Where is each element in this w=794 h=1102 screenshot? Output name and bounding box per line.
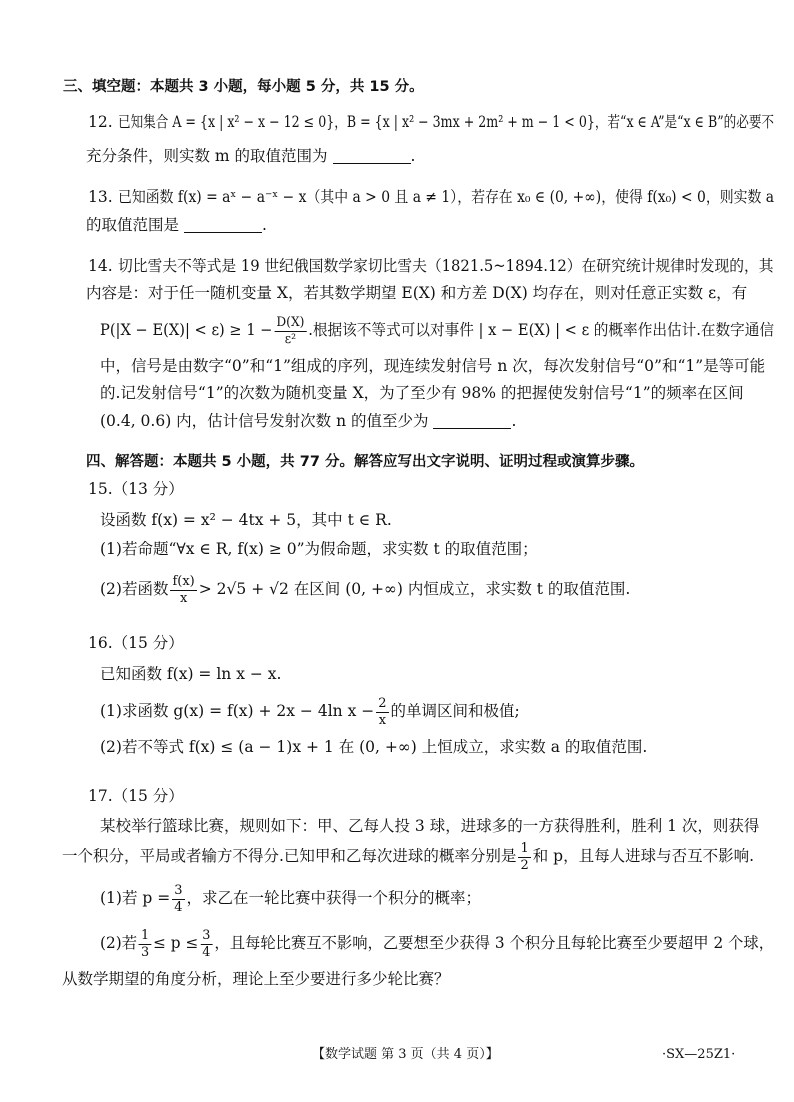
q17-number: 17.（15 分）: [88, 787, 184, 805]
q14-number: 14.: [88, 257, 113, 275]
section-3-heading: 三、填空题：本题共 3 小题，每小题 5 分，共 15 分。: [63, 79, 424, 95]
q17-range-low: [139, 928, 151, 961]
q13-number: 13.: [88, 188, 113, 206]
q16-number: 16.（15 分）: [88, 634, 184, 652]
q16-frac-den: x: [378, 712, 387, 728]
q17-p-den: 4: [174, 899, 183, 915]
q14-frac-den: ε²: [284, 331, 297, 347]
q17-range-high: [200, 928, 212, 961]
q14-line3-a: P(|X − E(X)| < ε) ≥ 1 −: [100, 321, 273, 339]
q15-fraction: [170, 574, 196, 607]
q14-line3: [100, 313, 774, 348]
q14-line6-end: .: [511, 412, 517, 430]
q17-half-num: 1: [520, 840, 529, 856]
q15-number: 15.（13 分）: [88, 480, 184, 498]
q17-line2-a: 一个积分，平局或者输方不得分.已知甲和乙每次进球的概率分别是: [62, 847, 517, 865]
q16-frac-num: 2: [378, 695, 387, 711]
q16-fraction: [376, 696, 388, 729]
q12-answer-blank: [333, 149, 411, 164]
q14-line1: 切比雪夫不等式是 19 世纪俄国数学家切比雪夫（1821.5~1894.12）在研究统计规律时发现的，其: [118, 257, 774, 275]
q12-number: 12.: [88, 113, 113, 131]
q17-part2: [100, 925, 774, 961]
q14-line6-text: (0.4, 0.6) 内，估计信号发射次数 n 的值至少为: [100, 412, 429, 430]
q16-part1-b: 的单调区间和极值;: [390, 702, 520, 720]
q17-high-num: 3: [202, 927, 211, 943]
q15-part2: [100, 571, 630, 607]
q15-stem: 设函数 f(x) = x² − 4tx + 5，其中 t ∈ R.: [100, 511, 392, 529]
q15-frac-num: f(x): [172, 573, 195, 589]
q14-line2: 内容是：对于任一随机变量 X，若其数学期望 E(X) 和方差 D(X) 均存在，则对任意正实数 ε，有: [86, 284, 748, 302]
q17-p-num: 3: [174, 882, 183, 898]
q16-part1: [100, 693, 520, 729]
q17-part2-a: (2)若: [100, 934, 138, 952]
q14-frac-num: D(X): [276, 314, 305, 330]
q17-part1: [100, 880, 481, 916]
q17-part1-b: ，求乙在一轮比赛中获得一个积分的概率；: [186, 889, 482, 907]
q17-p-fraction: [172, 883, 184, 916]
q12-line2: [86, 145, 415, 167]
q14-answer-blank: [433, 414, 511, 429]
q13-line2-end: .: [261, 216, 267, 234]
q17-line1: 某校举行篮球比赛，规则如下：甲、乙每人投 3 球，进球多的一方获得胜利，胜利 1 次，则获得: [100, 817, 760, 835]
q17-part2-c: 从数学期望的角度分析，理论上至少要进行多少轮比赛？: [62, 970, 450, 988]
q12-line2-text: 充分条件，则实数 m 的取值范围为: [86, 147, 328, 165]
q14-fraction: [274, 315, 306, 348]
q13-line2-text: 的取值范围是: [86, 216, 180, 234]
q16-part2: (2)若不等式 f(x) ≤ (a − 1)x + 1 在 (0, +∞) 上恒成立，求实数 a 的取值范围.: [100, 738, 648, 756]
q12-line2-end: .: [410, 147, 416, 165]
q13-line1: 已知函数 f(x) = aˣ − a⁻ˣ − x（其中 a > 0 且 a ≠ 1），若存在 x₀ ∈ (0, +∞)，使得 f(x₀) < 0，则实数 a: [118, 188, 775, 206]
q14-line5: 的.记发射信号“1”的次数为随机变量 X，为了至少有 98% 的把握使发射信号“1”的频率在区间: [100, 384, 744, 402]
q17-part2-b: ，且每轮比赛互不影响，乙要想至少获得 3 个积分且每轮比赛至少要超甲 2 个球，: [214, 934, 775, 952]
q15-part1: (1)若命题“∀x ∈ R, f(x) ≥ 0”为假命题，求实数 t 的取值范围；: [100, 540, 538, 558]
q17-low-den: 3: [140, 944, 150, 960]
section-4-heading: 四、解答题：本题共 5 小题，共 77 分。解答应写出文字说明、证明过程或演算步骤。: [86, 454, 644, 470]
q14-line6: [100, 410, 516, 432]
q16-part1-a: (1)求函数 g(x) = f(x) + 2x − 4ln x −: [100, 702, 375, 720]
q13-line2: [86, 214, 267, 236]
q17-half-den: 2: [520, 857, 529, 873]
footer-page-info: 【数学试题 第 3 页（共 4 页）】: [312, 1047, 499, 1062]
q17-fraction-half: [518, 841, 530, 874]
q12-line1: 已知集合 A = {x | x² − x − 12 ≤ 0}，B = {x | x² − 3mx + 2m² + m − 1 < 0}，若“x ∈ A”是“x ∈ B”的必要不: [118, 113, 775, 131]
q17-part1-a: (1)若 p =: [100, 889, 171, 907]
q17-low-num: 1: [140, 927, 150, 943]
q15-frac-den: x: [179, 590, 188, 606]
q14-line4: 中，信号是由数字“0”和“1”组成的序列，现连续发射信号 n 次，每次发射信号“0”和“1”是等可能: [100, 357, 766, 375]
q13-answer-blank: [184, 218, 262, 233]
q17-line2-b: 和 p，且每人进球与否互不影响.: [532, 847, 754, 865]
q14-line3-b: .根据该不等式可以对事件 | x − E(X) | < ε 的概率作出估计.在数字通信: [308, 321, 775, 339]
footer-code: ·SX—25Z1·: [662, 1047, 736, 1062]
q15-part2-a: (2)若函数: [100, 580, 169, 598]
q15-part2-b: > 2√5 + √2 在区间 (0, +∞) 内恒成立，求实数 t 的取值范围.: [198, 580, 631, 598]
q17-high-den: 4: [202, 944, 211, 960]
q17-part2-mid: ≤ p ≤: [153, 934, 199, 952]
q17-line2: [62, 838, 754, 874]
q16-stem: 已知函数 f(x) = ln x − x.: [100, 665, 282, 683]
